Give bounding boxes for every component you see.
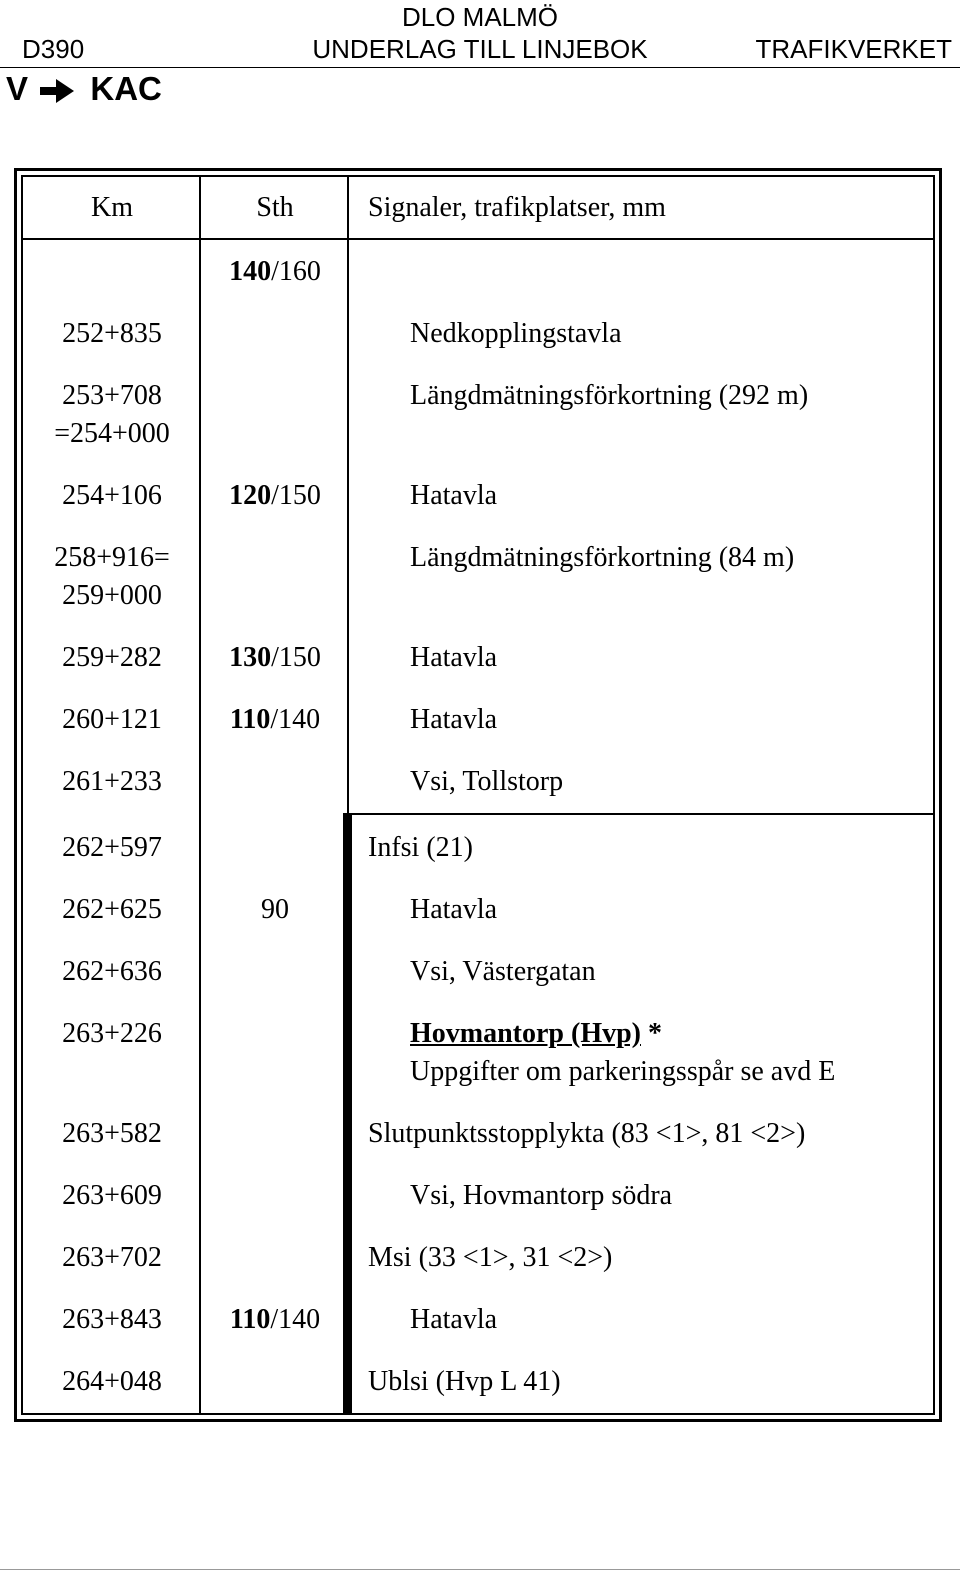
signal-text: Ublsi (Hvp L 41) <box>368 1366 561 1397</box>
km-value: 260+121 <box>62 704 162 735</box>
signal-text: Vsi, Hovmantorp södra <box>410 1180 673 1211</box>
footer-rule <box>0 1569 960 1570</box>
signal-text: Nedkopplingstavla <box>410 318 622 349</box>
km-value: 258+916= <box>54 542 170 573</box>
column-header-sth: Sth <box>256 192 294 223</box>
signal-text: Hatavla <box>410 642 498 673</box>
speed-value: 140/160 <box>229 256 321 287</box>
header-organisation: TRAFIKVERKET <box>755 34 952 64</box>
km-value: 263+843 <box>62 1304 162 1335</box>
signal-text: Hatavla <box>410 704 498 735</box>
km-value: 262+625 <box>62 894 162 925</box>
signal-text: Slutpunktsstopplykta (83 <1>, 81 <2>) <box>368 1118 806 1149</box>
km-value: 261+233 <box>62 766 162 797</box>
km-value-continued: =254+000 <box>54 418 170 449</box>
km-value: 263+582 <box>62 1118 162 1149</box>
station-area-divider <box>347 813 935 815</box>
signal-text: Längdmätningsförkortning (84 m) <box>410 542 795 573</box>
arrow-right-icon <box>37 76 77 106</box>
signal-text: Vsi, Tollstorp <box>410 766 564 797</box>
signal-text: Hatavla <box>410 1304 498 1335</box>
signal-text: Hatavla <box>410 894 498 925</box>
km-value: 263+226 <box>62 1018 162 1049</box>
km-value: 263+702 <box>62 1242 162 1273</box>
signal-text: Längdmätningsförkortning (292 m) <box>410 380 809 411</box>
signal-text: Infsi (21) <box>368 832 473 863</box>
route-from: V <box>6 70 29 107</box>
header-document-title: UNDERLAG TILL LINJEBOK <box>312 34 648 64</box>
signal-text: Vsi, Västergatan <box>410 956 596 987</box>
signal-text: Msi (33 <1>, 31 <2>) <box>368 1242 613 1273</box>
header-district: DLO MALMÖ <box>401 2 559 32</box>
km-value: 259+282 <box>62 642 162 673</box>
km-value: 264+048 <box>62 1366 162 1397</box>
header-document-id: D390 <box>22 34 85 64</box>
column-header-km: Km <box>91 192 133 223</box>
km-value: 253+708 <box>62 380 162 411</box>
signal-text: Hatavla <box>410 480 498 511</box>
km-value: 263+609 <box>62 1180 162 1211</box>
signal-note: Uppgifter om parkeringsspår se avd E <box>410 1056 836 1087</box>
speed-value: 130/150 <box>229 642 321 673</box>
km-value: 252+835 <box>62 318 162 349</box>
header-rule <box>0 67 960 68</box>
header-row-divider <box>21 238 935 240</box>
km-value: 262+636 <box>62 956 162 987</box>
km-value: 254+106 <box>62 480 162 511</box>
column-header-signals: Signaler, trafikplatser, mm <box>368 192 666 223</box>
speed-value: 90 <box>261 894 289 925</box>
speed-value: 120/150 <box>229 480 321 511</box>
route-title <box>6 70 162 108</box>
route-to: KAC <box>90 70 162 107</box>
speed-value: 110/140 <box>229 704 321 735</box>
station-name: Hovmantorp (Hvp) * <box>410 1018 662 1049</box>
km-value-continued: 259+000 <box>62 580 162 611</box>
km-value: 262+597 <box>62 832 162 863</box>
speed-value: 110/140 <box>229 1304 321 1335</box>
